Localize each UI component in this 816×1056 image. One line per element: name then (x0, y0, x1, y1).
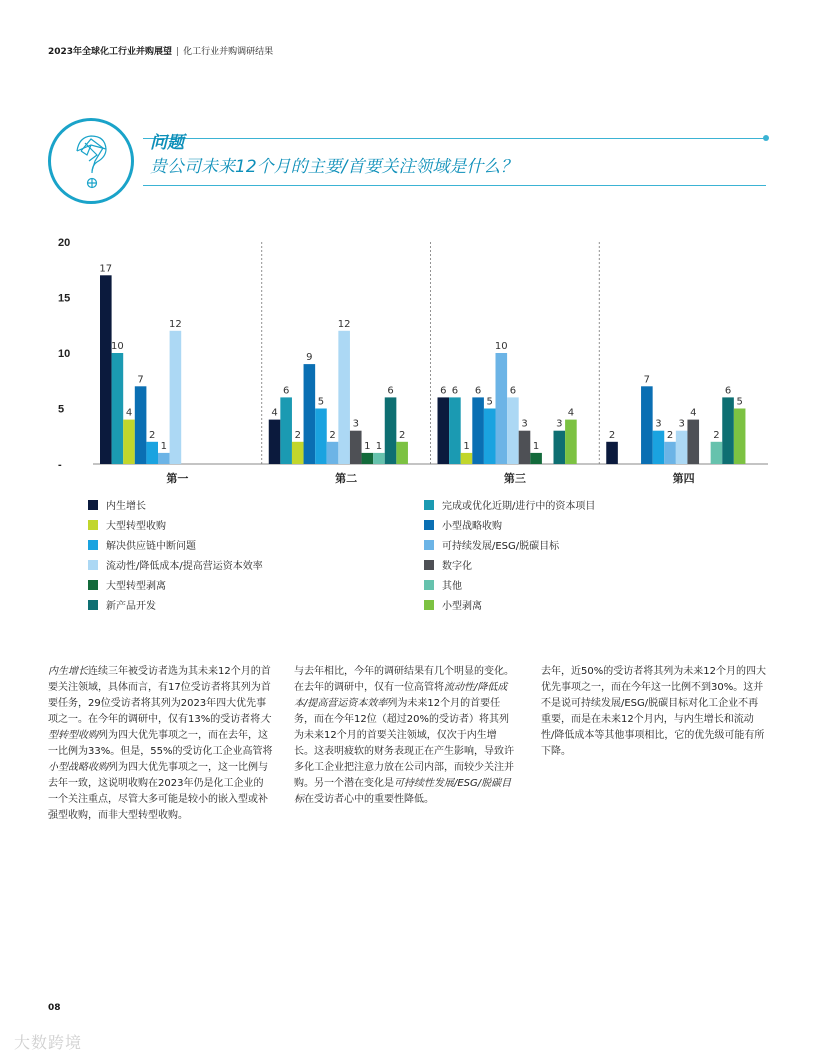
bar-value-label: 7 (643, 374, 651, 386)
bar-value-label: 4 (125, 407, 133, 419)
bar-value-label: 4 (690, 407, 697, 419)
legend-item (424, 517, 502, 532)
bar-value-label: 1 (463, 440, 470, 452)
y-tick-label: 10 (58, 348, 71, 360)
question-label: 问题 (150, 133, 184, 153)
legend-item (88, 557, 263, 572)
legend-swatch (88, 560, 98, 570)
bar-value-label: 2 (398, 429, 406, 441)
bar (170, 331, 182, 464)
bar-value-label: 12 (169, 318, 182, 330)
bar (269, 420, 281, 464)
legend-item (88, 497, 146, 512)
legend-label: 大型转型收购 (106, 521, 166, 532)
legend-item (88, 537, 196, 552)
bar-value-label: 4 (271, 407, 278, 419)
bar-value-label: 6 (440, 385, 447, 397)
legend-item (424, 537, 559, 552)
bar (135, 386, 147, 464)
bar-value-label: 2 (608, 429, 616, 441)
bar-value-label: 6 (282, 385, 290, 397)
legend-label: 内生增长 (106, 501, 146, 512)
bar (711, 442, 723, 464)
bar (606, 442, 618, 464)
emphasis-text: 小型战略收购 (48, 762, 108, 773)
bar (461, 453, 473, 464)
bar (565, 420, 577, 464)
body-text: 列为未来12个月的首要任务，而在今年12位（超过20%的受访者）将其列为未来12个月的首要关注领域，仅次于内生增长。这表明疲软的财务表现正在产生影响，导致许多化工企业把注意力放在公司内部，而较少关注并购。另一个潜在变化是 (294, 698, 514, 789)
bar (100, 275, 112, 464)
legend-swatch (88, 520, 98, 530)
legend-swatch (424, 540, 434, 550)
body-text: 列为四大优先事项之一，而在去年，这一比例为33%。但是，55%的受访化工企业高管将 (48, 730, 273, 757)
bar (338, 331, 350, 464)
bar-value-label: 6 (451, 385, 459, 397)
bar (373, 453, 385, 464)
report-title: 2023年全球化工行业并购展望 (48, 47, 173, 57)
bar (734, 409, 746, 465)
bar (641, 386, 653, 464)
body-text: 列为四大优先事项之一，这一比例与去年一致，这说明收购在2023年仍是化工企业的一个关注重点，尽管大多可能是较小的嵌入型或补强型收购，而非大型转型收购。 (48, 762, 268, 821)
bar-value-label: 10 (111, 341, 124, 352)
emphasis-text: 可持续性发展/ESG/脱碳目标 (294, 778, 512, 805)
bar-value-label: 2 (666, 429, 674, 441)
bar-value-label: 5 (736, 396, 743, 408)
bar (304, 364, 316, 464)
body-column-1 (48, 664, 273, 824)
legend-item (424, 497, 595, 512)
bar (554, 431, 566, 464)
bar (123, 420, 135, 464)
body-text: 去年，近50%的受访者将其列为未来12个月的四大优先事项之一，而在今年这一比例不到30%。这并不是说可持续发展/ESG/脱碳目标对化工企业不再重要，而是在未来12个月内，与内生增长和流动性/降低成本等其他事项相比，它的优先级可能有所下降。 (541, 666, 766, 757)
bar-value-label: 10 (494, 341, 508, 352)
body-column-3 (541, 664, 766, 760)
x-category-label: 第三 (503, 472, 526, 485)
bar-value-label: 6 (474, 385, 482, 397)
bar (722, 397, 734, 464)
legend-item (88, 577, 166, 592)
bar (449, 397, 461, 464)
emphasis-text: 流动性/降低成本/提高营运资本效率 (294, 682, 508, 709)
bar-value-label: 2 (329, 429, 336, 441)
page-header (48, 44, 273, 57)
bar (530, 453, 542, 464)
page-number: 08 (48, 1003, 61, 1013)
legend-swatch (88, 580, 98, 590)
question-bottom-rule (143, 185, 766, 186)
question-mark-icon (48, 118, 134, 204)
body-text: 与去年相比，今年的调研结果有几个明显的变化。在去年的调研中，仅有一位高管将 (294, 666, 514, 693)
legend-label: 可持续发展/ESG/脱碳目标 (442, 541, 560, 552)
bar (327, 442, 339, 464)
bar-value-label: 6 (724, 385, 732, 397)
bar-value-label: 5 (317, 396, 325, 408)
bar (350, 431, 362, 464)
question-rule-dot (763, 135, 769, 141)
y-tick-label: 15 (58, 292, 71, 305)
bar-value-label: 1 (160, 440, 167, 452)
bar-chart (40, 225, 780, 495)
legend-swatch (88, 540, 98, 550)
bar (472, 397, 484, 464)
bar (396, 442, 408, 464)
y-tick-label: 20 (58, 237, 71, 249)
bar-value-label: 2 (294, 429, 301, 441)
body-text: 连续三年被受访者选为其未来12个月的首要关注领域，具体而言，有17位受访者将其列为首要任务，29位受访者将其列为2023年四大优先事项之一。在今年的调研中，仅有13%的受访者将 (48, 666, 271, 725)
bar (653, 431, 665, 464)
legend-swatch (424, 500, 434, 510)
legend-label: 小型战略收购 (442, 521, 502, 532)
bar (507, 397, 519, 464)
y-tick-label: 5 (58, 403, 65, 416)
bar (484, 409, 496, 465)
bar (315, 409, 327, 465)
legend-label: 新产品开发 (106, 601, 156, 612)
bar-value-label: 7 (137, 374, 144, 386)
bar-value-label: 3 (352, 418, 359, 430)
bar (438, 397, 450, 464)
bar (112, 353, 124, 464)
bar (676, 431, 688, 464)
legend-label: 流动性/降低成本/提高营运资本效率 (106, 561, 263, 572)
legend-item (424, 577, 462, 592)
legend-label: 完成或优化近期/进行中的资本项目 (442, 501, 596, 512)
report-section: 化工行业并购调研结果 (183, 47, 274, 57)
bar-value-label: 9 (306, 352, 313, 364)
bar-value-label: 2 (713, 429, 720, 441)
x-category-label: 第二 (335, 472, 358, 485)
header-separator: | (176, 47, 180, 57)
watermark: 大数跨境 (14, 1033, 83, 1052)
bar-value-label: 1 (532, 440, 540, 452)
legend-label: 大型转型剥离 (106, 581, 166, 592)
x-category-label: 第一 (166, 472, 189, 485)
legend-item (88, 597, 156, 612)
legend-swatch (424, 580, 434, 590)
question-text: 贵公司未来12个月的主要/首要关注领域是什么？ (150, 157, 518, 177)
emphasis-text: 大型转型收购 (48, 714, 271, 741)
legend-item (88, 517, 166, 532)
bar (519, 431, 531, 464)
legend-swatch (424, 520, 434, 530)
bar (362, 453, 374, 464)
legend-swatch (88, 600, 98, 610)
bar-value-label: 3 (655, 418, 662, 430)
bar (664, 442, 676, 464)
bar (158, 453, 170, 464)
legend-label: 数字化 (442, 561, 472, 572)
legend-item (424, 557, 472, 572)
bar-value-label: 12 (337, 318, 351, 330)
bar (292, 442, 304, 464)
bar-value-label: 1 (364, 440, 371, 452)
legend-label: 小型剥离 (442, 601, 482, 612)
bar (496, 353, 508, 464)
legend-swatch (424, 560, 434, 570)
legend-swatch (88, 500, 98, 510)
legend-label: 解决供应链中断问题 (106, 541, 196, 552)
bar-value-label: 5 (486, 396, 493, 408)
y-tick-label: - (58, 459, 62, 471)
body-column-2 (294, 664, 514, 808)
emphasis-text: 内生增长 (48, 666, 88, 677)
bar-value-label: 3 (678, 418, 685, 430)
bar (280, 397, 292, 464)
legend-item (424, 597, 482, 612)
bar (146, 442, 158, 464)
bar-value-label: 3 (556, 418, 563, 430)
legend-swatch (424, 600, 434, 610)
legend-label: 其他 (442, 581, 462, 592)
bar-value-label: 4 (567, 407, 575, 419)
body-text: 在受访者心中的重要性降低。 (304, 794, 434, 805)
bar-value-label: 17 (99, 263, 113, 275)
bar (687, 420, 699, 464)
bar-value-label: 6 (509, 385, 517, 397)
bar-value-label: 6 (387, 385, 394, 397)
bar-value-label: 1 (375, 440, 383, 452)
question-top-rule (143, 138, 766, 139)
bar-value-label: 3 (521, 418, 528, 430)
bar (385, 397, 397, 464)
x-category-label: 第四 (672, 472, 695, 485)
bar-value-label: 2 (149, 429, 156, 441)
